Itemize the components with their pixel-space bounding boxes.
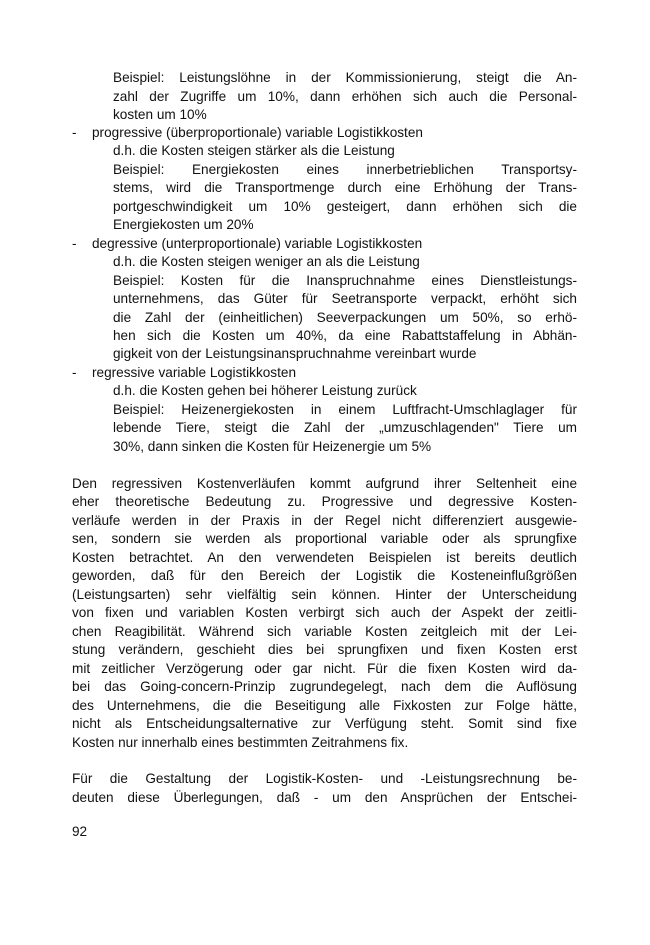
text-line: Den regressiven Kostenverläufen kommt aufgrund ihrer Seltenheit eine [72,476,577,491]
bullet-dash: - [72,125,77,140]
text-line: lebende Tiere, steigt die Zahl der „umzuschlagenden" Tiere um [113,420,577,435]
text-line: unternehmens, das Güter für Seetransporte verpackt, erhöht sich [113,291,577,306]
text-line: hen sich die Kosten um 40%, da eine Rabattstaffelung in Abhän- [113,328,577,343]
text-line: mit zeitlicher Verzögerung oder gar nicht. Für die fixen Kosten wird da- [72,661,577,676]
text-line: Für die Gestaltung der Logistik-Kosten- und -Leistungsrechnung be- [72,771,577,786]
text-line: 30%, dann sinken die Kosten für Heizenergie um 5% [113,439,432,454]
text-line: Energiekosten um 20% [113,217,254,232]
text-line: nicht als Entscheidungsalternative zur Verfügung steht. Somit sind fixe [72,716,577,731]
text-line: von fixen und variablen Kosten verbirgt sich auch der Aspekt der zeitli- [72,605,577,620]
text-line: d.h. die Kosten gehen bei höherer Leistung zurück [113,383,417,398]
text-line: d.h. die Kosten steigen weniger an als die Leistung [113,254,420,269]
text-line: verläufe werden in der Praxis in der Regel nicht differenziert ausgewie- [72,513,577,528]
text-line: deuten diese Überlegungen, daß - um den Ansprüchen der Entschei- [72,790,577,805]
text-line: zahl der Zugriffe um 10%, dann erhöhen sich auch die Personal- [113,89,577,104]
page-number: 92 [72,824,88,839]
bullet-dash: - [72,365,77,380]
text-line: Beispiel: Heizenergiekosten in einem Luftfracht-Umschlaglager für [113,402,577,417]
text-line: des Unternehmens, die die Beseitigung alle Fixkosten zur Folge hätte, [72,698,577,713]
text-line: gigkeit von der Leistungsinanspruchnahme vereinbart wurde [113,346,477,361]
text-line: Beispiel: Energiekosten eines innerbetrieblichen Transportsy- [113,162,577,177]
bullet-title: progressive (überproportionale) variable Logistikkosten [92,125,423,140]
text-line: d.h. die Kosten steigen stärker als die Leistung [113,143,395,158]
bullet-title: regressive variable Logistikkosten [92,365,297,380]
text-line: die Zahl der (einheitlichen) Seeverpackungen um 50%, so erhö- [113,310,577,325]
text-line: bei das Going-concern-Prinzip zugrundegelegt, nach dem die Auflösung [72,679,577,694]
text-line: geworden, daß für den Bereich der Logistik die Kosteneinflußgrößen [72,568,577,583]
text-line: portgeschwindigkeit um 10% gesteigert, dann erhöhen sich die [113,199,577,214]
text-line: Kosten betrachtet. An den verwendeten Beispielen ist bereits deutlich [72,550,577,565]
text-line: sen, sondern sie werden als proportional variable oder als sprungfixe [72,531,577,546]
text-line: stung verändern, geschieht dies bei sprungfixen und fixen Kosten erst [72,642,577,657]
text-line: Beispiel: Kosten für die Inanspruchnahme eines Dienstleistungs- [113,273,577,288]
text-line: stems, wird die Transportmenge durch eine Erhöhung der Trans- [113,180,577,195]
text-line: Kosten nur innerhalb eines bestimmten Zeitrahmens fix. [72,735,409,750]
text-line: Beispiel: Leistungslöhne in der Kommissionierung, steigt die An- [113,70,577,85]
text-line: chen Reagibilität. Während sich variable Kosten zeitgleich mit der Lei- [72,624,577,639]
text-line: kosten um 10% [113,107,207,122]
text-line: eher theoretische Bedeutung zu. Progressive und degressive Kosten- [72,494,577,509]
text-line: (Leistungsarten) sehr vielfältig sein können. Hinter der Unterscheidung [72,587,577,602]
bullet-dash: - [72,236,77,251]
bullet-title: degressive (unterproportionale) variable Logistikkosten [92,236,423,251]
